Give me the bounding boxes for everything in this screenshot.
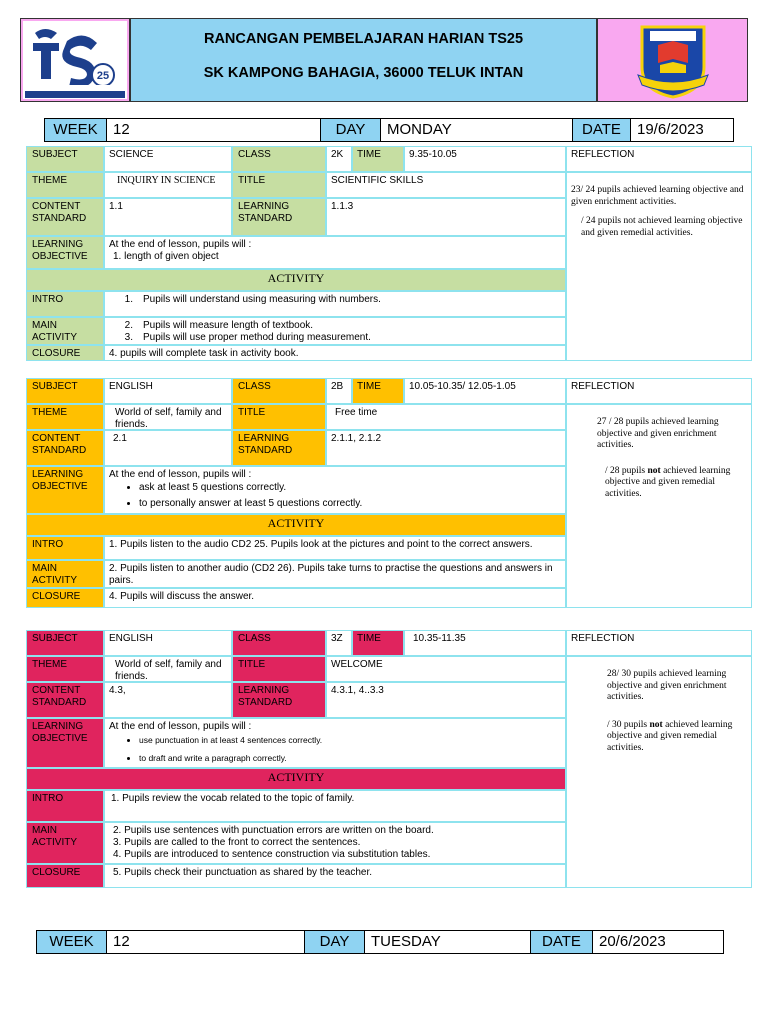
ts25-logo xyxy=(20,18,130,102)
objective-item: • ask at least 5 questions correctly. xyxy=(139,482,561,494)
main-text: Pupils will measure length of textbook. xyxy=(143,320,314,331)
time-value: 9.35-10.05 xyxy=(404,146,566,172)
class-value: 3Z xyxy=(326,630,352,656)
activity-header: ACTIVITY xyxy=(26,514,566,536)
week-value: 12 xyxy=(107,119,321,141)
day-label: DAY xyxy=(321,119,381,141)
objective-value xyxy=(104,466,566,514)
class-value: 2K xyxy=(326,146,352,172)
week-label: WEEK xyxy=(37,931,107,953)
main-activity-label: MAIN ACTIVITY xyxy=(26,317,104,345)
day-value: MONDAY xyxy=(381,119,573,141)
content-standard-label: CONTENT STANDARD xyxy=(26,198,104,236)
theme-label: THEME xyxy=(26,404,104,430)
reflection-emphasis: not xyxy=(649,719,663,730)
objective-item: • to draft and write a paragraph correctly. xyxy=(139,752,561,764)
reflection-achieved: 27 / 28 pupils achieved learning objective and given enrichment activities. xyxy=(597,417,719,450)
main-text: Pupils will use proper method during measurement. xyxy=(143,332,371,343)
time-label: TIME xyxy=(352,378,404,404)
learning-standard-value: 4.3.1, 4..3.3 xyxy=(326,682,566,718)
ts25-logo-icon xyxy=(21,19,129,101)
time-value: 10.05-10.35/ 12.05-1.05 xyxy=(404,378,566,404)
reflection-box xyxy=(566,172,752,361)
main-number: 3. xyxy=(124,332,133,343)
reflection-text: / 28 pupils xyxy=(605,465,648,476)
intro-label: INTRO xyxy=(26,790,104,822)
reflection-text: / 30 pupils xyxy=(607,719,650,730)
reflection-achieved: 28/ 30 pupils achieved learning objective and given enrichment activities. xyxy=(607,669,727,702)
subject-label: SUBJECT xyxy=(26,378,104,404)
title-value: WELCOME xyxy=(326,656,566,682)
subject-value: SCIENCE xyxy=(104,146,232,172)
main-text: 2. Pupils listen to another audio (CD2 26). Pupils take turns to practise the questions and answers in pairs. xyxy=(109,563,553,586)
class-label: CLASS xyxy=(232,146,326,172)
subject-value: ENGLISH xyxy=(104,378,232,404)
school-crest xyxy=(597,18,748,102)
reflection-label: REFLECTION xyxy=(566,630,752,656)
content-standard-value: 1.1 xyxy=(104,198,232,236)
learning-standard-value: 2.1.1, 2.1.2 xyxy=(326,430,566,466)
date-label: DATE xyxy=(531,931,593,953)
intro-value: 1. Pupils listen to the audio CD2 25. Pupils look at the pictures and point to the correct answers. xyxy=(104,536,566,560)
intro-value: 1. Pupils review the vocab related to the topic of family. xyxy=(104,790,566,822)
time-label: TIME xyxy=(352,630,404,656)
date-value: 19/6/2023 xyxy=(637,121,704,138)
main-activity-value xyxy=(104,317,566,345)
closure-label: CLOSURE xyxy=(26,864,104,888)
title-label: TITLE xyxy=(232,656,326,682)
objective-item: 1. length of given object xyxy=(113,251,219,262)
plan-title: RANCANGAN PEMBELAJARAN HARIAN TS25 xyxy=(203,31,524,47)
theme-label: THEME xyxy=(26,656,104,682)
date-value: 20/6/2023 xyxy=(599,933,666,950)
theme-label: THEME xyxy=(26,172,104,198)
main-activity-label: MAIN ACTIVITY xyxy=(26,560,104,588)
reflection-achieved: 23/ 24 pupils achieved learning objective and given enrichment activities. xyxy=(571,185,744,207)
objective-value xyxy=(104,718,566,768)
reflection-box xyxy=(566,404,752,608)
content-standard-label: CONTENT STANDARD xyxy=(26,430,104,466)
main-number: 2. xyxy=(124,320,133,331)
content-standard-value: 2.1 xyxy=(104,430,232,466)
intro-number: 1. xyxy=(124,294,133,305)
subject-label: SUBJECT xyxy=(26,630,104,656)
week-bar-1 xyxy=(44,118,734,142)
reflection-label: REFLECTION xyxy=(566,146,752,172)
objective-lead: At the end of lesson, pupils will : xyxy=(109,239,252,250)
closure-value: 4. Pupils will discuss the answer. xyxy=(104,588,566,608)
objective-lead: At the end of lesson, pupils will : xyxy=(109,721,252,732)
closure-label: CLOSURE xyxy=(26,345,104,361)
reflection-not-achieved: / 24 pupils not achieved learning objective and given remedial activities. xyxy=(581,216,743,238)
main-activity-value xyxy=(104,822,566,864)
school-name: SK KAMPONG BAHAGIA, 36000 TELUK INTAN xyxy=(203,65,524,81)
day-value: TUESDAY xyxy=(365,931,531,953)
main-text: 4. Pupils are introduced to sentence construction via substitution tables. xyxy=(113,849,431,860)
theme-value: World of self, family and friends. xyxy=(104,656,232,682)
objective-item: • to personally answer at least 5 questions correctly. xyxy=(139,498,561,510)
intro-label: INTRO xyxy=(26,291,104,317)
objective-value xyxy=(104,236,566,269)
week-label: WEEK xyxy=(45,119,107,141)
school-crest-icon xyxy=(598,19,747,101)
learning-standard-label: LEARNING STANDARD xyxy=(232,430,326,466)
intro-value xyxy=(104,291,566,317)
reflection-emphasis: not xyxy=(647,465,661,476)
class-label: CLASS xyxy=(232,378,326,404)
class-value: 2B xyxy=(326,378,352,404)
date-label: DATE xyxy=(573,119,631,141)
subject-value: ENGLISH xyxy=(104,630,232,656)
reflection-not-achieved xyxy=(571,466,747,501)
objective-label: LEARNING OBJECTIVE xyxy=(26,466,104,514)
closure-label: CLOSURE xyxy=(26,588,104,608)
activity-header: ACTIVITY xyxy=(26,269,566,291)
title-value: Free time xyxy=(326,404,566,430)
class-label: CLASS xyxy=(232,630,326,656)
title-value: SCIENTIFIC SKILLS xyxy=(326,172,566,198)
time-value: 10.35-11.35 xyxy=(404,630,566,656)
subject-label: SUBJECT xyxy=(26,146,104,172)
learning-standard-label: LEARNING STANDARD xyxy=(232,682,326,718)
learning-standard-label: LEARNING STANDARD xyxy=(232,198,326,236)
reflection-not-achieved xyxy=(571,720,747,755)
content-standard-label: CONTENT STANDARD xyxy=(26,682,104,718)
day-label: DAY xyxy=(305,931,365,953)
theme-value: World of self, family and friends. xyxy=(104,404,232,430)
closure-value: 4. pupils will complete task in activity book. xyxy=(104,345,566,361)
header-banner xyxy=(130,18,597,102)
theme-value: INQUIRY IN SCIENCE xyxy=(104,172,232,198)
reflection-text: achieved learning objective and given remedial activities. xyxy=(607,719,733,753)
week-value: 12 xyxy=(107,931,305,953)
svg-text:25: 25 xyxy=(96,70,110,82)
objective-item: • use punctuation in at least 4 sentences correctly. xyxy=(139,734,561,746)
objective-label: LEARNING OBJECTIVE xyxy=(26,236,104,269)
closure-value: 5. Pupils check their punctuation as shared by the teacher. xyxy=(104,864,566,888)
time-label: TIME xyxy=(352,146,404,172)
intro-text: Pupils will understand using measuring with numbers. xyxy=(143,294,381,305)
title-label: TITLE xyxy=(232,404,326,430)
content-standard-value: 4.3, xyxy=(104,682,232,718)
reflection-text: achieved learning objective and given remedial activities. xyxy=(605,465,731,499)
reflection-box xyxy=(566,656,752,888)
main-activity-value xyxy=(104,560,566,588)
activity-header: ACTIVITY xyxy=(26,768,566,790)
main-text: 3. Pupils are called to the front to correct the sentences. xyxy=(113,837,361,848)
reflection-label: REFLECTION xyxy=(566,378,752,404)
week-bar-2 xyxy=(36,930,724,954)
main-activity-label: MAIN ACTIVITY xyxy=(26,822,104,864)
objective-lead: At the end of lesson, pupils will : xyxy=(109,469,252,480)
title-label: TITLE xyxy=(232,172,326,198)
objective-label: LEARNING OBJECTIVE xyxy=(26,718,104,768)
main-text: 2. Pupils use sentences with punctuation errors are written on the board. xyxy=(113,825,434,836)
learning-standard-value: 1.1.3 xyxy=(326,198,566,236)
intro-label: INTRO xyxy=(26,536,104,560)
